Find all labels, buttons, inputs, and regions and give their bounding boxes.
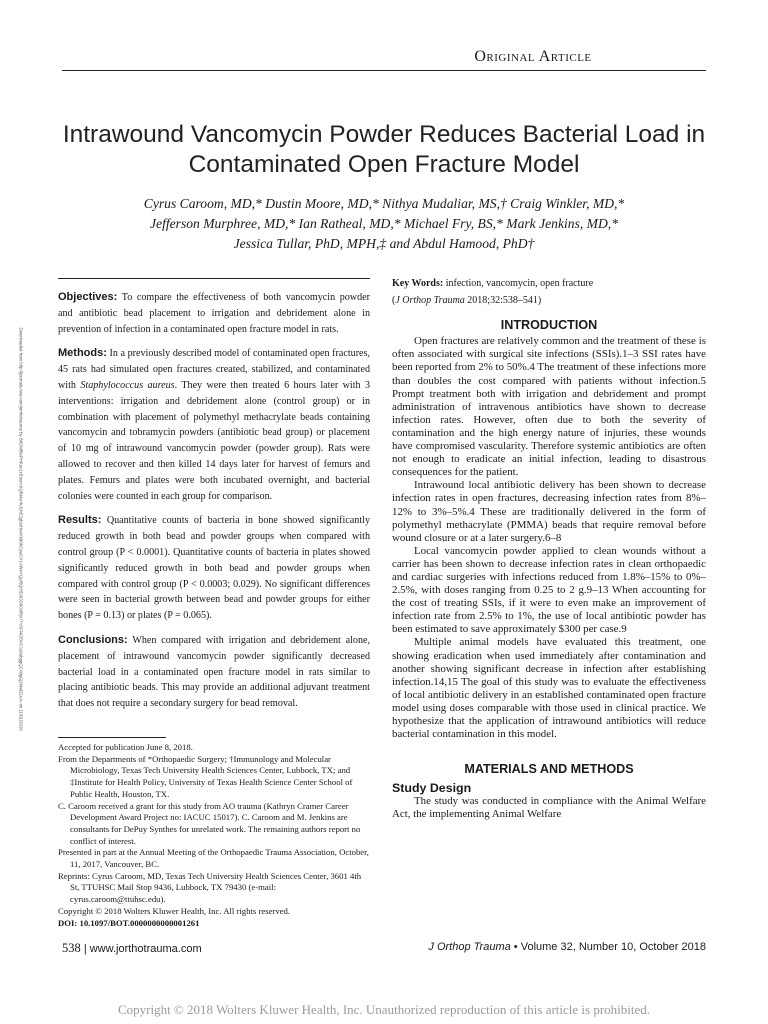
keywords (392, 277, 706, 290)
objectives-heading: Objectives: (58, 291, 118, 303)
citation: (J Orthop Trauma 2018;32:538–541) (392, 295, 542, 307)
methods-organism: Staphylococcus aureus (80, 379, 175, 391)
intro-paragraph-2: Intrawound local antibiotic delivery has been shown to decrease infection rates in open fractures, decreasing infection rates from 8%–12% to 3%–5%.4 These are traditionally delivered in the form of polymethyl methacrylate (PMMA) beads that require removal before wound closure or at a later surgery.6–8 (392, 479, 706, 544)
header-rule (62, 70, 706, 71)
footer-issue: Volume 32, Number 10, October 2018 (520, 941, 706, 953)
methods-section-heading: MATERIALS AND METHODS (464, 762, 634, 777)
section-header: Original Article (474, 48, 592, 65)
study-design-paragraph: The study was conducted in compliance with the Animal Welfare Act, the implementing Animal Welfare (392, 795, 706, 821)
article-title: Intrawound Vancomycin Powder Reduces Bacterial Load in Contaminated Open Fracture Model (62, 121, 706, 178)
methods-text-b: . They were then treated 6 hours later with 3 interventions: irrigation and debridement alone (control group) or in combination with placement of polymethyl methacrylate beads containing vancomycin and tobramycin powders (antibiotic bead group) or placement of 10 mg of intrawound vancomycin powder (powder group). Rats were allowed to recover and then killed 14 days later for harvest of femurs and plates. Femurs and plates were both incubated overnight, and bacterial colonies were counted in each group for comparison. (58, 379, 371, 502)
journal-url[interactable]: www.jorthotrauma.com (89, 943, 202, 955)
right-column (392, 277, 706, 822)
keywords-label: Key Words: (392, 278, 444, 289)
doi[interactable]: DOI: 10.1097/BOT.0000000000001261 (58, 917, 200, 928)
footer-bullet: • (513, 941, 521, 953)
footer-right (428, 941, 706, 953)
abstract-methods (58, 346, 370, 504)
author-list (60, 194, 708, 254)
article-notes (58, 742, 370, 929)
note-copyright: Copyright © 2018 Wolters Kluwer Health, Inc. All rights reserved. (58, 905, 291, 916)
note-funding: C. Caroom received a grant for this study from AO trauma (Kathryn Cramer Career Development Award Project no: IACUC 15017). C. Caroom and M. Jenkins are consultants for DePuy Synthes for unrelated work. The remaining authors report no conflict of interest. (58, 800, 361, 846)
footer-left (62, 941, 202, 956)
abstract (58, 290, 370, 721)
citation-journal: J Orthop Trauma (395, 295, 465, 307)
objectives-text: To compare the effectiveness of both vancomycin powder and antibiotic bead placement to irrigation and debridement alone in prevention of infection in a contaminated open fracture model in rats. (58, 292, 370, 335)
intro-paragraph-3: Local vancomycin powder applied to clean wounds without a carrier has been shown to decrease infection rates in clean orthopaedic and cardiac surgeries with infections reduced from 1.8%–15% to 0%–2.5%, with doses ranging from 0.25 to 2 g.9–13 When accounting for the cost of treating SSIs, if it were to even make an improvement of infection rate from 2.5% to 1%, the use of local antibiotic powder has been estimated to save approximately $300 per case.9 (392, 544, 706, 636)
note-reprints: Reprints: Cyrus Caroom, MD, Texas Tech University Health Sciences Center, 3601 4th St, TTUHSC Mail Stop 9436, Lubbock, TX 79430 (e-mail: cyrus.caroom@ttuhsc.edu). (58, 870, 362, 905)
author-line-1: Cyrus Caroom, MD,* Dustin Moore, MD,* Nithya Mudaliar, MS,† Craig Winkler, MD,* (143, 196, 625, 211)
author-line-3: Jessica Tullar, PhD, MPH,‡ and Abdul Hamood, PhD† (233, 236, 535, 251)
footer-journal: J Orthop Trauma (428, 941, 511, 953)
page-number: 538 (62, 941, 81, 955)
keywords-value: infection, vancomycin, open fracture (445, 278, 594, 289)
note-affiliations: From the Departments of *Orthopaedic Surgery; †Immunology and Molecular Microbiology, Texas Tech University Health Sciences Center, Lubbock, TX; and ‡Institute for Health Policy, University of Texas Health Science Center School of Public Health, Houston, TX. (58, 753, 353, 799)
download-sidebar (16, 327, 26, 731)
study-design-heading: Study Design (392, 781, 472, 796)
author-line-2: Jefferson Murphree, MD,* Ian Ratheal, MD,* Michael Fry, BS,* Mark Jenkins, MD,* (150, 216, 618, 231)
footer-divider: | (83, 943, 90, 955)
abstract-conclusions (58, 633, 370, 712)
conclusions-text: When compared with irrigation and debridement alone, placement of intrawound vancomycin powder significantly decreased bacterial load in a contaminated open fracture model in rats similar to placing antibiotic beads. This may provide an additional adjuvant treatment that does not require a secondary surgery for bead removal. (58, 634, 370, 710)
copyright-notice: Copyright © 2018 Wolters Kluwer Health, Inc. Unauthorized reproduction of this article is prohibited. (117, 1002, 651, 1017)
introduction-heading: INTRODUCTION (500, 318, 598, 333)
note-presented: Presented in part at the Annual Meeting of the Orthopaedic Trauma Association, October, 11, 2017, Vancouver, BC. (58, 847, 369, 870)
intro-paragraph-4: Multiple animal models have evaluated this treatment, one showing eradication when used immediately after contamination and another showing significant decrease in infection after establishing infection.14,15 The goal of this study was to evaluate the effectiveness of local antibiotic delivery in an established contaminated open fracture model using doses comparable with those used in clinical practice. We hypothesize that the application of intrawound antibiotics will reduce bacterial contamination in this model. (392, 636, 706, 741)
abstract-top-rule (58, 278, 370, 279)
results-text: Quantitative counts of bacteria in bone showed significantly reduced growth in both bead and powder groups when compared with control group (P < 0.0001). Quantitative counts of bacteria in plates showed significantly reduced growth in both bead and powder groups when compared with control group (P < 0.0003; 0.029). No significant differences were seen in bacterial growth between bead and powder groups for either bones (P = 0.13) or plates (P = 0.065). (58, 515, 370, 622)
note-accepted: Accepted for publication June 8, 2018. (58, 742, 193, 752)
methods-text-a: In a previously described model of contaminated open fractures, 45 rats had simulated open fractures created, stabilized, and contaminated with (58, 348, 370, 391)
abstract-objectives (58, 290, 370, 337)
footnote-rule (58, 737, 166, 738)
abstract-results (58, 513, 370, 624)
citation-details: 2018;32:538–541) (464, 295, 542, 307)
conclusions-heading: Conclusions: (58, 633, 128, 646)
download-notice: Downloaded from http://journals.lww.com/jorthotrauma by BhDMf5ePHKav1zEoum1tQfN4a+kJLhEZgbsIHo4XMi0hCywCX1AWnYQp/IlQrHD3i3D0OdRyi7TvSFl4Cf3VC1y0abggQZXdgGj2MwlZLeI= on 11/01/2018 (18, 327, 24, 731)
results-heading: Results: (58, 514, 102, 527)
methods-heading: Methods: (58, 347, 107, 360)
intro-paragraph-1: Open fractures are relatively common and the treatment of these is often associated with surgical site infections (SSIs).1–3 SSI rates have been reported from 2% to 50%.4 The treatment of these infections more than doubles the cost compared with patients without infection.5 Prompt treatment both with irrigation and debridement and prompt administration of intravenous antibiotics have shown to decrease infection rates. However, often due to both the severity of contamination and the high energy nature of injuries, these wounds have compromised vascularity. Therefore systemic antibiotics are often not enough to eradicate an initial infection, leading to disastrous consequences for the patient. (392, 335, 706, 479)
